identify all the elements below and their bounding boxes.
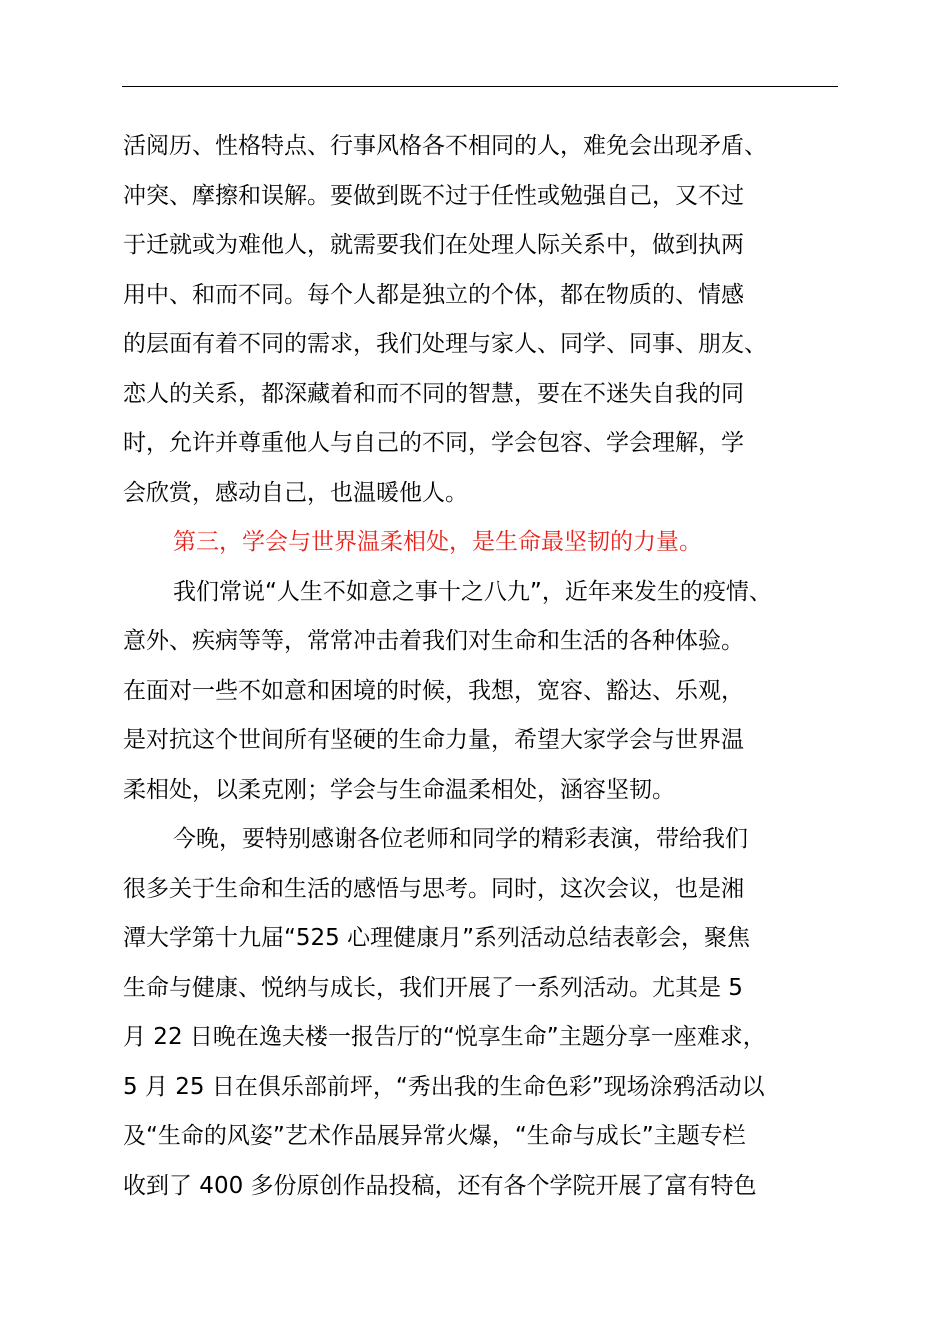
paragraph-line: 在面对一些不如意和困境的时候，我想，宽容、豁达、乐观， (123, 677, 744, 704)
paragraph-line: 于迁就或为难他人，就需要我们在处理人际关系中，做到执两 (123, 232, 744, 258)
paragraph-line: 柔相处，以柔克刚；学会与生命温柔相处，涵容坚韧。 (123, 776, 675, 803)
paragraph-line: 时，允许并尊重他人与自己的不同，学会包容、学会理解，学 (123, 430, 744, 456)
paragraph-line: 今晚，要特别感谢各位老师和同学的精彩表演，带给我们 (173, 826, 748, 852)
section-heading: 第三，学会与世界温柔相处，是生命最坚韧的力量。 (173, 529, 702, 555)
paragraph-line: 很多关于生命和生活的感悟与思考。同时，这次会议，也是湘 (123, 875, 744, 902)
paragraph-line: 的层面有着不同的需求，我们处理与家人、同学、同事、朋友、 (123, 331, 767, 357)
paragraph-line: 意外、疾病等等，常常冲击着我们对生命和生活的各种体验。 (123, 628, 744, 654)
paragraph-line: 恋人的关系，都深藏着和而不同的智慧，要在不迷失自我的同 (123, 380, 744, 407)
paragraph-line: 是对抗这个世间所有坚硬的生命力量，希望大家学会与世界温 (123, 727, 744, 753)
paragraph-line: 月 22 日晚在逸夫楼一报告厅的“悦享生命”主题分享一座难求， (123, 1024, 766, 1050)
paragraph-line: 冲突、摩擦和误解。要做到既不过于任性或勉强自己，又不过 (123, 182, 744, 209)
paragraph-line: 用中、和而不同。每个人都是独立的个体，都在物质的、情感 (123, 281, 744, 308)
paragraph-line: 5 月 25 日在俱乐部前坪，“秀出我的生命色彩”现场涂鸦活动以 (123, 1073, 765, 1100)
paragraph-line: 生命与健康、悦纳与成长，我们开展了一系列活动。尤其是 5 (123, 974, 743, 1001)
paragraph-line: 及“生命的风姿”艺术作品展异常火爆，“生命与成长”主题专栏 (123, 1123, 746, 1149)
paragraph-line: 潭大学第十九届“525 心理健康月”系列活动总结表彰会，聚焦 (123, 925, 751, 951)
paragraph-line: 会欣赏，感动自己，也温暖他人。 (123, 479, 468, 506)
paragraph-line: 收到了 400 多份原创作品投稿，还有各个学院开展了富有特色 (123, 1172, 757, 1199)
paragraph-line: 活阅历、性格特点、行事风格各不相同的人，难免会出现矛盾、 (123, 133, 767, 159)
document-body (123, 122, 839, 1211)
paragraph-line: 我们常说“人生不如意之事十之八九”，近年来发生的疫情、 (173, 578, 772, 605)
header-rule (122, 86, 838, 87)
